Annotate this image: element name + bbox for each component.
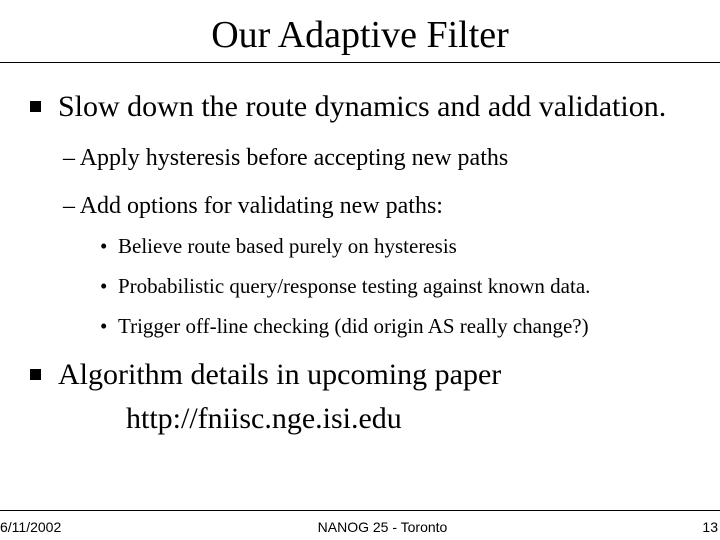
footer-divider: [0, 510, 720, 511]
subpoint-2: [63, 192, 443, 220]
dot-bullet-icon: •: [100, 234, 108, 258]
option-item-1-text: Believe route based purely on hysteresis: [118, 234, 457, 258]
option-item-2: [100, 274, 590, 298]
option-item-3: [100, 314, 589, 338]
title-divider: [0, 62, 720, 63]
option-item-1: [100, 234, 457, 258]
dot-bullet-icon: •: [100, 314, 108, 338]
footer-event: NANOG 25 - Toronto: [317, 519, 448, 535]
subpoint-1: [63, 144, 508, 172]
option-item-3-text: Trigger off-line checking (did origin AS really change?): [118, 314, 589, 338]
paper-url: http://fniisc.nge.isi.edu: [126, 402, 402, 435]
subpoint-1-text: Apply hysteresis before accepting new paths: [79, 145, 509, 171]
footer-page-number: 13: [702, 519, 718, 535]
dash-marker: –: [63, 193, 75, 219]
bullet-2-text: Algorithm details in upcoming paper: [58, 358, 502, 391]
square-bullet-icon: [30, 101, 41, 112]
square-bullet-icon: [30, 369, 41, 380]
bullet-1-text: Slow down the route dynamics and add validation.: [58, 90, 667, 123]
footer-date: 6/11/2002: [0, 519, 62, 535]
dash-marker: –: [63, 145, 75, 171]
option-item-2-text: Probabilistic query/response testing against known data.: [118, 274, 591, 298]
slide-title: Our Adaptive Filter: [211, 14, 509, 56]
subpoint-2-text: Add options for validating new paths:: [79, 193, 443, 219]
dot-bullet-icon: •: [100, 274, 108, 298]
